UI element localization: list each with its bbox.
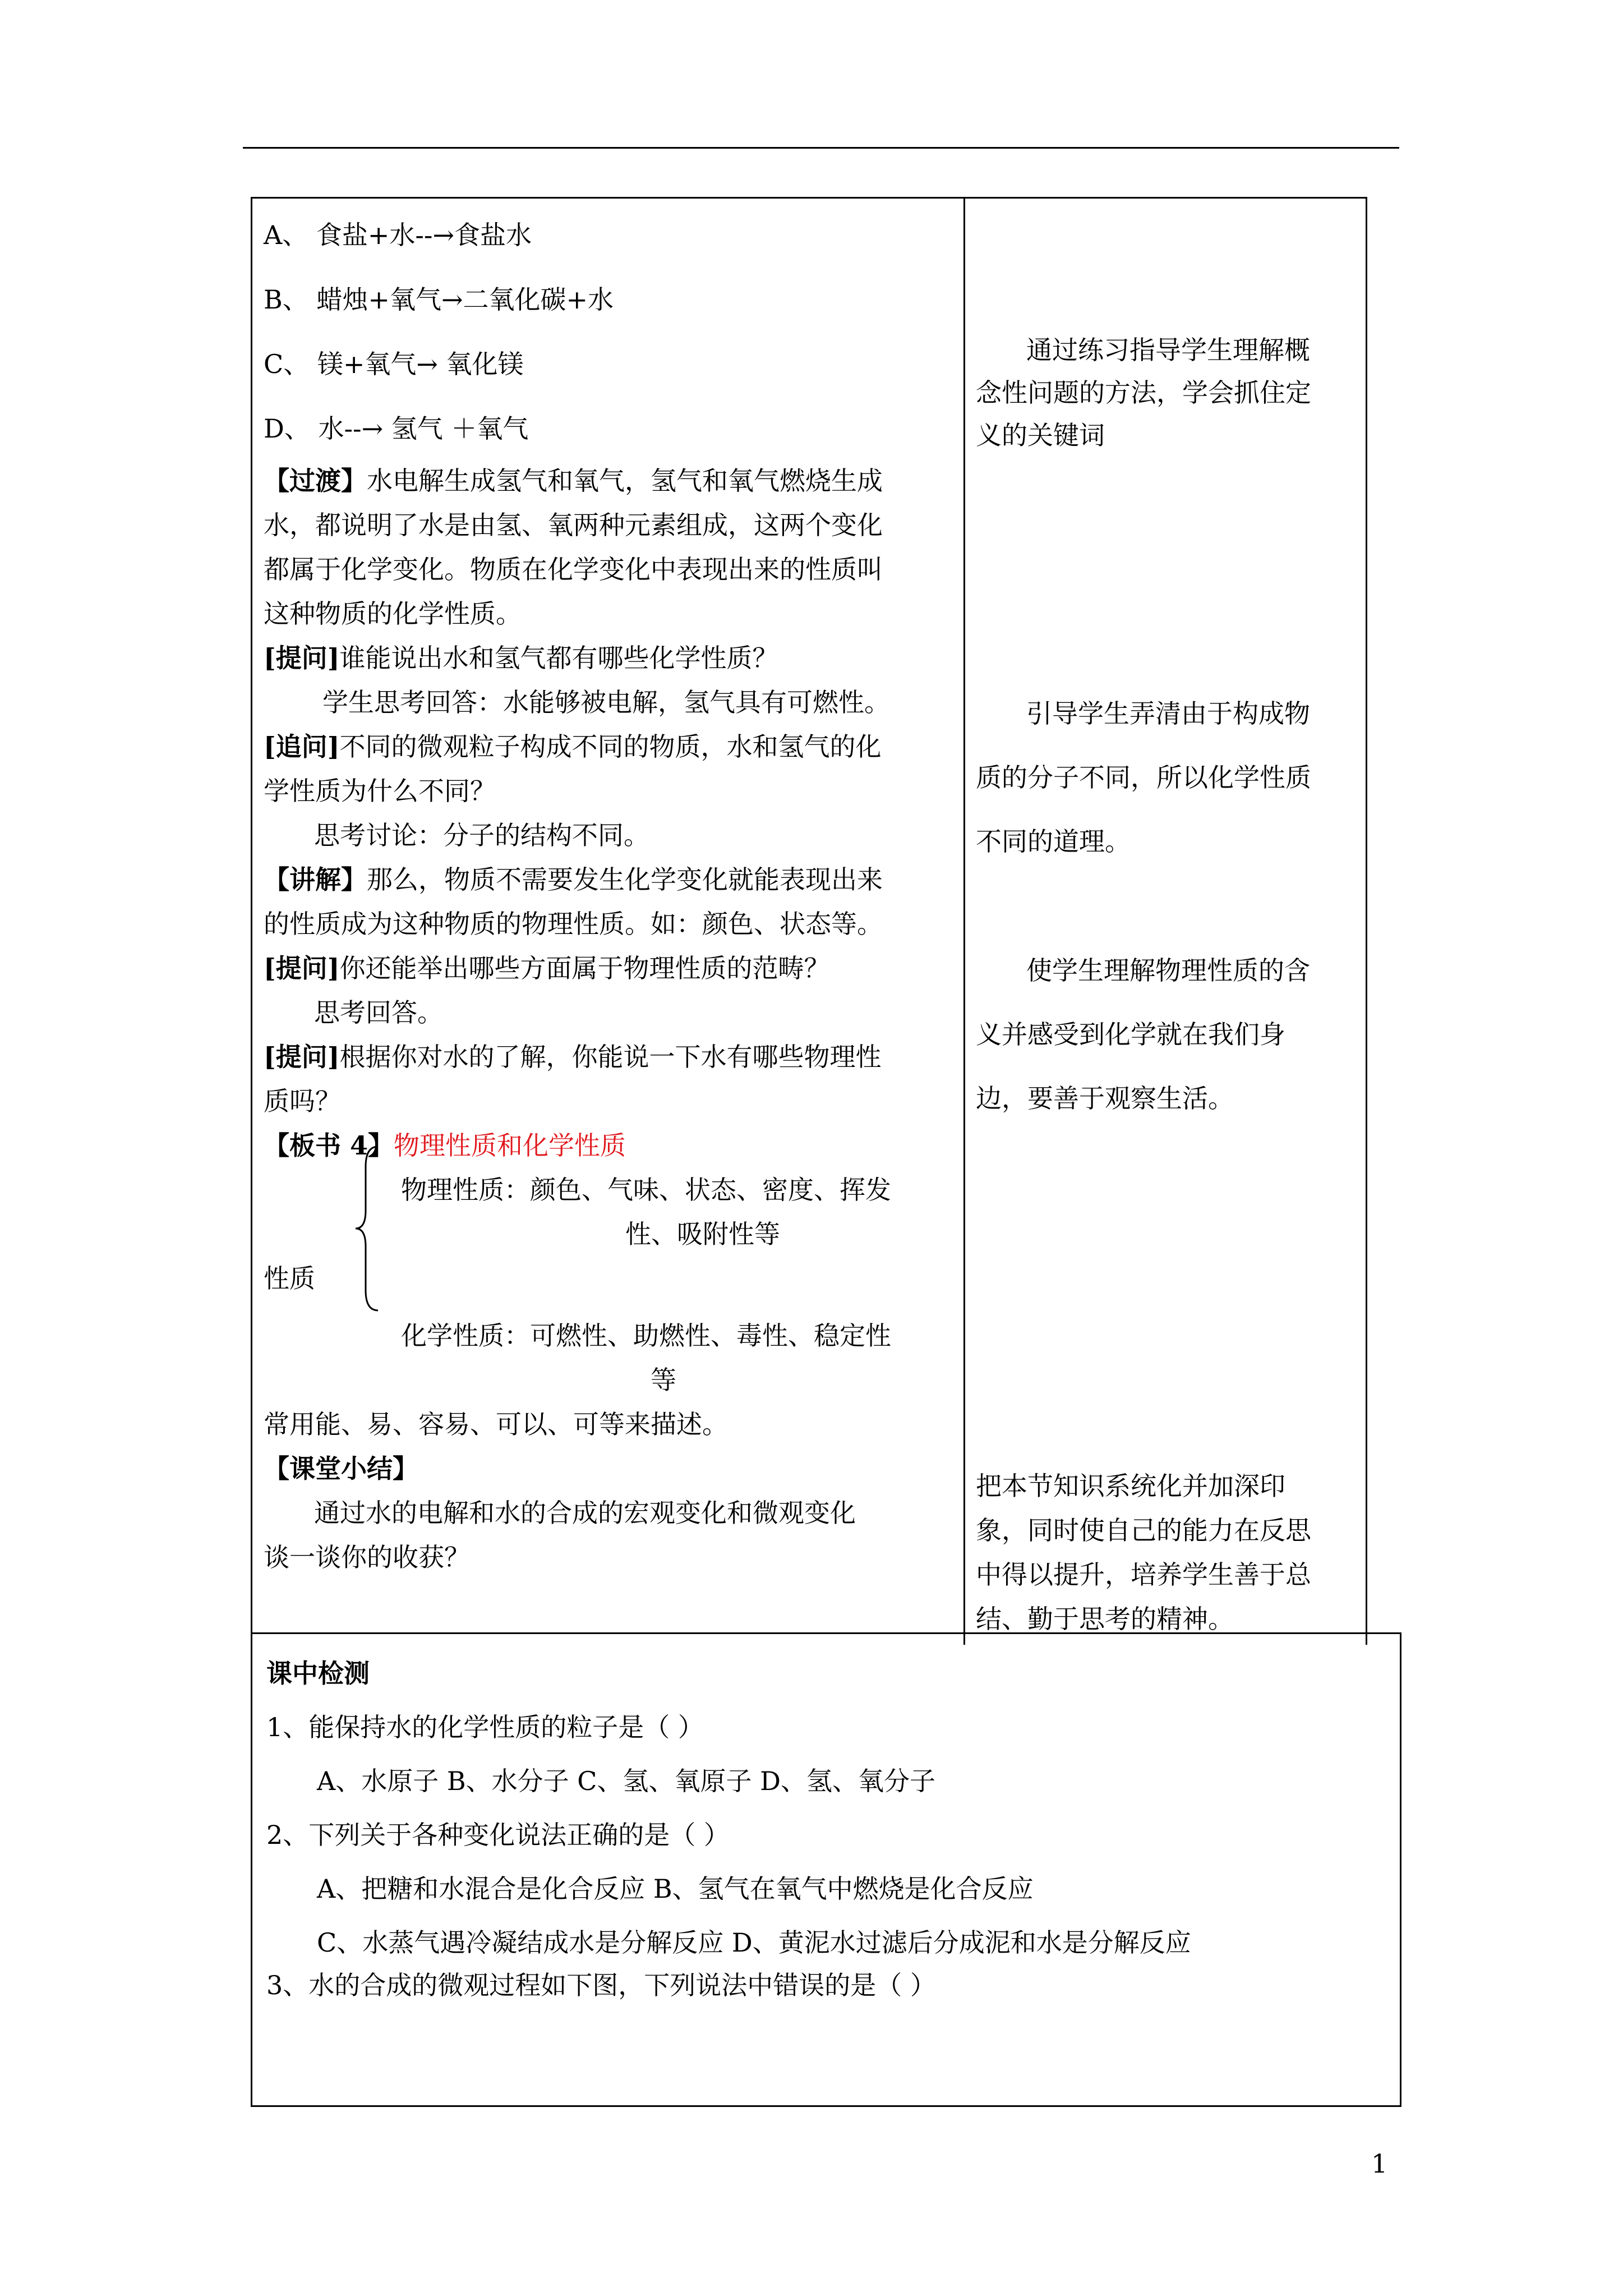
summary-tag: 【课堂小结】 bbox=[264, 1453, 418, 1484]
question-3: [提问]你还能举出哪些方面属于物理性质的范畴？ bbox=[264, 953, 830, 983]
test-options: A、水原子 B、水分子 C、氢、氧原子 D、氢、氧分子 bbox=[317, 1766, 935, 1796]
question-1: [提问]谁能说出水和氢气都有哪些化学性质？ bbox=[264, 643, 778, 673]
option-a: A、 食盐+水--→食盐水 bbox=[264, 220, 532, 250]
teaching-note: 通过练习指导学生理解概 念性问题的方法，学会抓住定 义的关键词 bbox=[976, 335, 1311, 450]
board-title: 物理性质和化学性质 bbox=[394, 1130, 626, 1161]
transition-paragraph bbox=[264, 459, 956, 636]
teaching-note: 引导学生弄清由于构成物 质的分子不同，所以化学性质 不同的道理。 bbox=[976, 698, 1311, 857]
transition-line: 水，都说明了水是由氢、氧两种元素组成，这两个变化 bbox=[264, 510, 883, 540]
answer-1: 学生思考回答：水能够被电解，氢气具有可燃性。 bbox=[322, 687, 890, 717]
answer-2: 思考讨论：分子的结构不同。 bbox=[314, 820, 649, 850]
question-4: [提问]根据你对水的了解，你能说一下水有哪些物理性 bbox=[264, 1042, 882, 1072]
teaching-note: 把本节知识系统化并加深印 象，同时使自己的能力在反思 中得以提升，培养学生善于总 结、勤于思考的精神。 bbox=[976, 1471, 1311, 1634]
properties-label: 性质 bbox=[264, 1263, 315, 1294]
explanation-cont: 的性质成为这种物质的物理性质。如：颜色、状态等。 bbox=[264, 909, 883, 939]
test-options: C、水蒸气遇冷凝结成水是分解反应 D、黄泥水过滤后分成泥和水是分解反应 bbox=[317, 1927, 1191, 1958]
question-2-cont: 学性质为什么不同？ bbox=[264, 776, 496, 806]
header-rule bbox=[243, 147, 1399, 149]
explain-tag: 【讲解】 bbox=[264, 864, 367, 895]
test-options: A、把糖和水混合是化合反应 B、氢气在氧气中燃烧是化合反应 bbox=[317, 1874, 1034, 1904]
transition-tag: 【过渡】 bbox=[264, 466, 367, 496]
question-tag: [提问] bbox=[264, 643, 340, 673]
explanation: 【讲解】那么，物质不需要发生化学变化就能表现出来 bbox=[264, 864, 883, 895]
teaching-note: 使学生理解物理性质的含 义并感受到化学就在我们身 边，要善于观察生活。 bbox=[976, 955, 1310, 1114]
transition-line: 都属于化学变化。物质在化学变化中表现出来的性质叫 bbox=[264, 554, 883, 585]
option-b: B、 蜡烛+氧气→二氧化碳+水 bbox=[264, 284, 614, 315]
summary-line: 通过水的电解和水的合成的宏观变化和微观变化 bbox=[314, 1498, 856, 1528]
test-question: 3、水的合成的微观过程如下图，下列说法中错误的是（ ） bbox=[266, 1970, 936, 2000]
question-2: [追问]不同的微观粒子构成不同的物质，水和氢气的化 bbox=[264, 731, 882, 762]
question-tag: [追问] bbox=[264, 731, 340, 762]
chemical-properties: 化学性质：可燃性、助燃性、毒性、稳定性 bbox=[401, 1320, 891, 1351]
board-tag: 【板书 4】 bbox=[264, 1130, 394, 1161]
physical-properties: 物理性质：颜色、气味、状态、密度、挥发 bbox=[401, 1175, 891, 1205]
transition-line: 这种物质的化学性质。 bbox=[264, 599, 522, 629]
test-question: 2、下列关于各种变化说法正确的是（ ） bbox=[266, 1820, 730, 1850]
table-column-divider bbox=[963, 197, 965, 1645]
board-heading bbox=[264, 1124, 626, 1168]
question-tag: [提问] bbox=[264, 953, 340, 983]
test-title: 课中检测 bbox=[266, 1658, 370, 1688]
option-d: D、 水--→ 氢气 ＋氧气 bbox=[264, 413, 529, 444]
curly-brace-icon bbox=[353, 1144, 380, 1313]
physical-properties-cont: 性、吸附性等 bbox=[625, 1219, 780, 1249]
option-c: C、 镁+氧气→ 氧化镁 bbox=[264, 349, 524, 379]
answer-3: 思考回答。 bbox=[314, 997, 443, 1028]
in-class-test bbox=[266, 1646, 1388, 2012]
summary-line: 谈一谈你的收获？ bbox=[264, 1542, 470, 1572]
test-question: 1、能保持水的化学性质的粒子是（ ） bbox=[266, 1712, 704, 1742]
question-tag: [提问] bbox=[264, 1042, 340, 1072]
chemical-properties-cont: 等 bbox=[651, 1365, 676, 1395]
describe-text: 常用能、易、容易、可以、可等来描述。 bbox=[264, 1409, 728, 1439]
page-number: 1 bbox=[1371, 2148, 1388, 2179]
transition-line: 水电解生成氢气和氧气，氢气和氧气燃烧生成 bbox=[367, 466, 883, 496]
question-4-cont: 质吗？ bbox=[264, 1086, 341, 1116]
